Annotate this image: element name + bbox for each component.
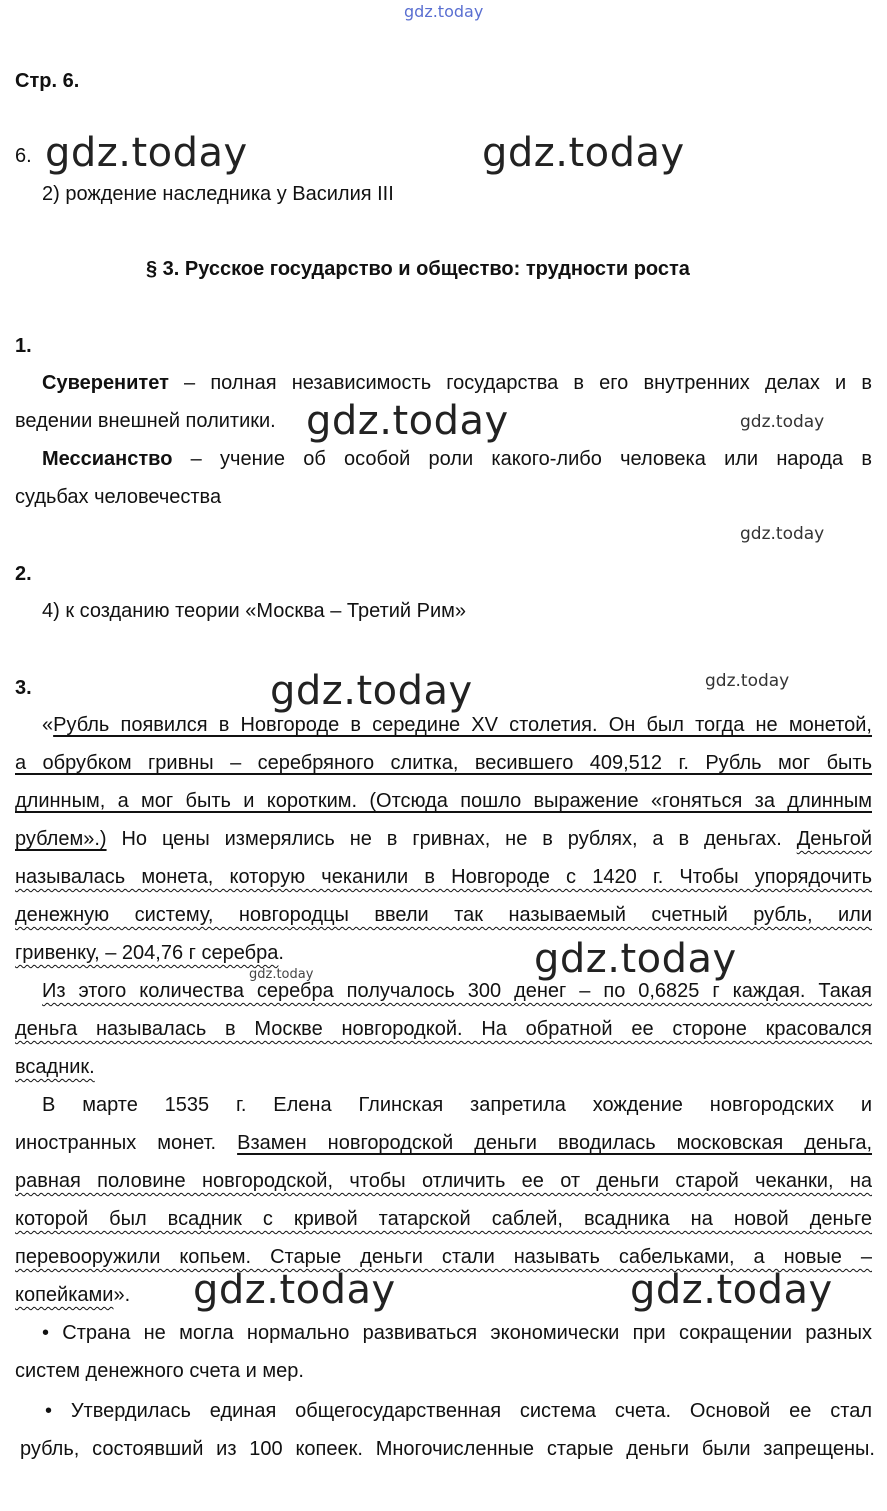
quote-close: ». xyxy=(113,1284,131,1306)
term-sovereignty: Суверенитет xyxy=(42,372,169,394)
quote-line xyxy=(15,896,872,934)
q2-number: 2. xyxy=(15,563,32,585)
q6-number: 6. xyxy=(15,145,32,167)
q1-definition-2 xyxy=(15,440,872,478)
bullet-text: • Утвердилась единая общегосударственная система счета. Основой ее стал xyxy=(45,1400,872,1422)
wavy-underlined-text: деньга называлась в Москве новгородкой. На обратной ее стороне красовался xyxy=(15,1018,872,1040)
wavy-underlined-text: называлась монета, которую чеканили в Новгороде с 1420 г. Чтобы упорядочить xyxy=(15,866,872,888)
q1-definition-2-cont: судьбах человечества xyxy=(15,486,222,508)
bullet-text: рубль, состоявший из 100 копеек. Многочисленные старые деньги были запрещены. xyxy=(20,1438,875,1460)
quote-line xyxy=(15,744,872,782)
quote-line xyxy=(15,1124,872,1162)
wavy-underlined-text: копейками xyxy=(15,1284,114,1306)
underlined-text: рублем».) xyxy=(15,828,107,850)
quote-line xyxy=(15,706,872,744)
wavy-underlined-text: денежную систему, новгородцы ввели так называемый счетный рубль, или xyxy=(15,904,872,926)
watermark: gdz.today xyxy=(270,668,473,714)
watermark: gdz.today xyxy=(630,1267,833,1313)
definition-text: – полная независимость государства в его внутренних делах и в xyxy=(168,372,872,394)
plain-text: Но цены измерялись не в гривнах, не в рублях, а в деньгах. xyxy=(106,828,797,850)
plain-text: . xyxy=(278,942,284,964)
plain-text: иностранных монет. xyxy=(15,1132,238,1154)
quote-line xyxy=(15,934,872,972)
watermark-small: gdz.today xyxy=(705,671,790,691)
watermark: gdz.today xyxy=(306,398,509,444)
watermark-top: gdz.today xyxy=(404,2,484,21)
bullet-text: • Страна не могла нормально развиваться экономически при сокращении разных xyxy=(42,1322,872,1344)
definition-text: – учение об особой роли какого-либо человека или народа в xyxy=(172,448,872,470)
q1-definition-1 xyxy=(15,364,872,402)
bullet-text: систем денежного счета и мер. xyxy=(15,1360,304,1382)
quote-line xyxy=(15,782,872,820)
underlined-text: Взамен новгородской деньги вводилась московская деньга, xyxy=(237,1132,872,1154)
bullet-item-1-cont xyxy=(15,1352,872,1390)
underlined-text: Рубль появился в Новгороде в середине XV столетия. Он был тогда не монетой, xyxy=(53,714,872,736)
q3-number: 3. xyxy=(15,677,32,699)
section-title: § 3. Русское государство и общество: трудности роста xyxy=(146,258,690,280)
wavy-underlined-text: гривенку, – 204,76 г серебра xyxy=(15,942,279,964)
wavy-underlined-text: которой был всадник с кривой татарской саблей, всадника на новой деньге xyxy=(15,1208,872,1230)
watermark: gdz.today xyxy=(193,1267,396,1313)
wavy-underlined-text: равная половине новгородской, чтобы отличить ее от деньги старой чеканки, на xyxy=(15,1170,872,1192)
bullet-item-1 xyxy=(15,1314,872,1352)
quote-line xyxy=(15,1200,872,1238)
wavy-underlined-text: всадник. xyxy=(15,1056,95,1078)
quote-line xyxy=(15,1010,872,1048)
watermark-tiny: gdz.today xyxy=(249,967,314,982)
term-messianism: Мессианство xyxy=(42,448,173,470)
underlined-text: а обрубком гривны – серебряного слитка, весившего 409,512 г. Рубль мог быть xyxy=(15,752,872,774)
watermark-small: gdz.today xyxy=(740,412,825,432)
wavy-underlined-text: перевооружили копьем. Старые деньги стали называть сабельками, а новые – xyxy=(15,1246,872,1268)
wavy-underlined-text: Из этого количества серебра получалось 300 денег – по 0,6825 г каждая. Такая xyxy=(42,980,872,1002)
quote-open: « xyxy=(42,714,54,736)
watermark: gdz.today xyxy=(45,130,248,176)
quote-line xyxy=(15,820,872,858)
quote-line xyxy=(15,972,872,1010)
quote-line xyxy=(15,1086,872,1124)
q6-answer: 2) рождение наследника у Василия III xyxy=(42,183,394,205)
watermark-small: gdz.today xyxy=(740,524,825,544)
wavy-underlined-text: Деньгой xyxy=(796,828,872,850)
quote-line xyxy=(15,1162,872,1200)
page-label: Стр. 6. xyxy=(15,70,80,92)
q1-definition-1-cont: ведении внешней политики. xyxy=(15,410,276,432)
q2-answer: 4) к созданию теории «Москва – Третий Рим» xyxy=(42,600,467,622)
plain-text: В марте 1535 г. Елена Глинская запретила хождение новгородских и xyxy=(42,1094,872,1116)
watermark: gdz.today xyxy=(534,936,737,982)
quote-line xyxy=(15,1048,872,1086)
bullet-item-2-cont xyxy=(20,1430,875,1468)
q1-number: 1. xyxy=(15,335,32,357)
bullet-item-2 xyxy=(15,1392,872,1430)
quote-line xyxy=(15,858,872,896)
underlined-text: длинным, а мог быть и коротким. (Отсюда пошло выражение «гоняться за длинным xyxy=(15,790,872,812)
watermark: gdz.today xyxy=(482,130,685,176)
